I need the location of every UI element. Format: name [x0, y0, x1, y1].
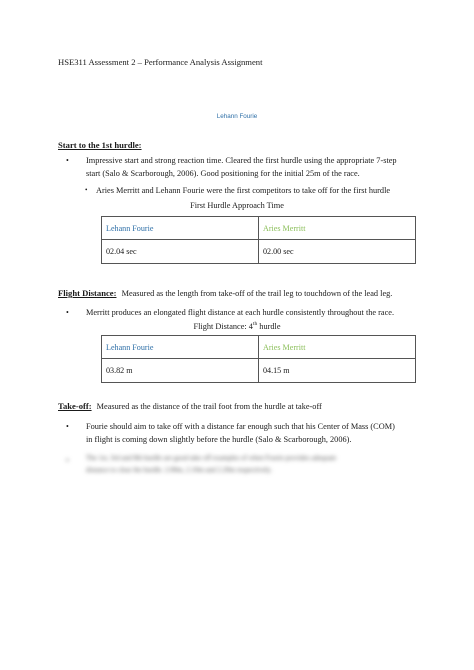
table2-caption-prefix: Flight Distance: 4 [193, 321, 253, 331]
section2-definition: Measured as the length from take-off of the trail leg to touchdown of the lead leg. [121, 289, 393, 298]
author-name: Lehann Fourie [216, 113, 258, 120]
section-title-start: Start to the 1st hurdle: [58, 140, 142, 150]
table1-header-merritt: Aries Merritt [259, 217, 416, 240]
table2-caption-sup: th [252, 321, 258, 327]
sub-bullet-icon: • [85, 186, 88, 194]
table2-value-fourie: 03.82 m [102, 359, 259, 383]
section3-bullet1-line2: in flight is coming down slightly before the hurdle (Salo & Scarborough, 2006). [86, 435, 352, 444]
section1-bullet1-line2: start (Salo & Scarborough, 2006). Good positioning for the initial 25m of the race. [86, 169, 360, 178]
blurred-line1: The 1st, 3rd and 8th hurdle are good take off examples of when Fourie provides adequate [86, 454, 337, 462]
section3-bullet1-line1: Fourie should aim to take off with a distance far enough such that his Center of Mass (COM) [86, 422, 395, 431]
section2-heading-line [58, 287, 392, 300]
blurred-paragraph [86, 452, 426, 476]
table1-value-merritt: 02.00 sec [259, 240, 416, 264]
bullet-icon: • [66, 456, 69, 465]
document-header: HSE311 Assessment 2 – Performance Analysis Assignment [58, 57, 263, 67]
section1-bullet1-line1: Impressive start and strong reaction time. Cleared the first hurdle using the appropriate 7-step [86, 156, 397, 165]
section-title-take-off: Take-off: [58, 401, 92, 411]
approach-time-table [101, 216, 416, 264]
table1-header-fourie: Lehann Fourie [102, 217, 259, 240]
blurred-line2: distance to clear the hurdle. 2.00m, 2.10m and 2.20m respectively. [86, 466, 272, 474]
section1-bullet1 [86, 154, 426, 180]
section3-bullet1 [86, 420, 426, 446]
bullet-icon: • [66, 422, 69, 431]
section3-definition: Measured as the distance of the trail foot from the hurdle at take-off [96, 402, 322, 411]
section3-heading-line [58, 400, 322, 413]
section-title-flight-distance: Flight Distance: [58, 288, 117, 298]
flight-distance-table [101, 335, 416, 383]
table1-caption: First Hurdle Approach Time [190, 201, 284, 210]
table1-value-fourie: 02.04 sec [102, 240, 259, 264]
section2-bullet1: Merritt produces an elongated flight distance at each hurdle consistently throughout the race. [86, 308, 395, 317]
bullet-icon: • [66, 156, 69, 165]
table2-header-fourie: Lehann Fourie [102, 336, 259, 359]
table2-header-merritt: Aries Merritt [259, 336, 416, 359]
table2-value-merritt: 04.15 m [259, 359, 416, 383]
bullet-icon: • [66, 308, 69, 317]
table2-caption-suffix: hurdle [257, 321, 281, 331]
section1-subbullet1: Aries Merritt and Lehann Fourie were the first competitors to take off for the first hurdle [96, 186, 391, 195]
table2-caption [0, 321, 474, 331]
